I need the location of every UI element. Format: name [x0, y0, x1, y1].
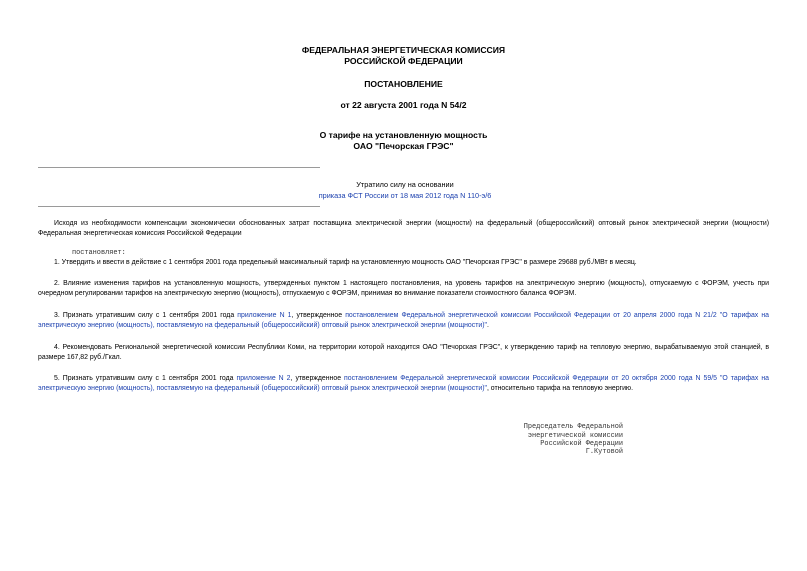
appendix-2-link[interactable]: приложение N 2 [236, 375, 291, 382]
status-note-text: Утратило силу на основании [356, 180, 454, 189]
item-4-paragraph [38, 343, 769, 364]
item-3-text-c: . [486, 322, 489, 330]
item-1-text: 1. Утвердить и ввести в действие с 1 сентября 2001 года предельный максимальный тариф на установленную мощность ОАО "Печорская ГРЭС" в размере 29688 руб./МВт в месяц. [54, 259, 637, 266]
preamble-paragraph [38, 219, 769, 240]
org-name-line2: РОССИЙСКОЙ ФЕДЕРАЦИИ [344, 56, 463, 66]
decree-59-5-link[interactable]: постановлением Федеральной энергетической комиссии Российской Федерации от 20 октября 2000 года N 59/5 "О тарифах на электрическую энергию (мощность), поставляемую на федеральный (общероссийский) оптовый рынок электрической энергии (мощности)" [38, 375, 769, 393]
item-1-paragraph [38, 258, 769, 268]
item-3-text-b: , утвержденное [291, 312, 346, 319]
signatory-name: Г.Кутовой [585, 448, 623, 456]
doc-subject-line1: О тарифе на установленную мощность [319, 130, 488, 140]
doc-subject-line2: ОАО "Печорская ГРЭС" [353, 141, 454, 151]
item-3-text-a: 3. Признать утратившим силу с 1 сентября 2001 года [54, 312, 238, 319]
org-name-line1: ФЕДЕРАЛЬНАЯ ЭНЕРГЕТИЧЕСКАЯ КОМИССИЯ [301, 45, 506, 55]
divider-top [38, 167, 320, 168]
repeal-order-link[interactable]: приказа ФСТ России от 18 мая 2012 года N 110-э/6 [318, 191, 492, 200]
decree-21-2-link[interactable]: постановлением Федеральной энергетической комиссии Российской Федерации от 20 апреля 2000 года N 21/2 "О тарифах на электрическую энергию (мощность), поставляемую на федеральный (общероссийский) оптовый рынок электрической энергии (мощности)" [38, 312, 769, 330]
item-5-text-c: , относительно тарифа на тепловую энергию. [486, 385, 633, 393]
signature-title-line3: Российской Федерации [540, 440, 623, 448]
appendix-1-link[interactable]: приложение N 1 [237, 312, 292, 319]
item-2-text: 2. Влияние изменения тарифов на установленную мощность, утвержденных пунктом 1 настоящего постановления, на уровень тарифов на электрическую энергию (мощность), отпускаемую с ФОРЭМ, учесть при очередном регулировании тарифов на электрическую энергию (мощность), отпускаемую с ФОРЭМ, принимая во внимание показатели стоимостного баланса ФОРЭМ. [38, 280, 769, 298]
signature-title-line1: Председатель Федеральной [523, 423, 623, 431]
item-5-text-b: , утвержденное [290, 375, 345, 382]
status-note-line [200, 191, 610, 201]
divider-bottom [38, 206, 320, 207]
item-4-text: 4. Рекомендовать Региональной энергетической комиссии Республики Коми, на территории которой находится ОАО "Печорская ГРЭС", к утверждению тариф на тепловую энергию, вырабатываемую этой станцией, в размере 167,82 руб./Гкал. [38, 344, 769, 362]
item-5-text-a: 5. Признать утратившим силу с 1 сентября 2001 года [54, 375, 237, 382]
decree-word: постановляет: [72, 249, 126, 257]
item-3-paragraph [38, 311, 769, 332]
doc-date-number: от 22 августа 2001 года N 54/2 [340, 100, 467, 110]
doc-type-title: ПОСТАНОВЛЕНИЕ [364, 79, 443, 89]
item-5-paragraph [38, 374, 769, 395]
preamble-text: Исходя из необходимости компенсации экономически обоснованных затрат поставщика электрической энергии (мощности) на федеральный (общероссийский) оптовый рынок электрической энергии (мощности) Федеральная энергетическая комиссия Российской Федерации [38, 220, 769, 238]
signature-title-line2: энергетической комиссии [527, 432, 623, 440]
item-2-paragraph [38, 279, 769, 300]
